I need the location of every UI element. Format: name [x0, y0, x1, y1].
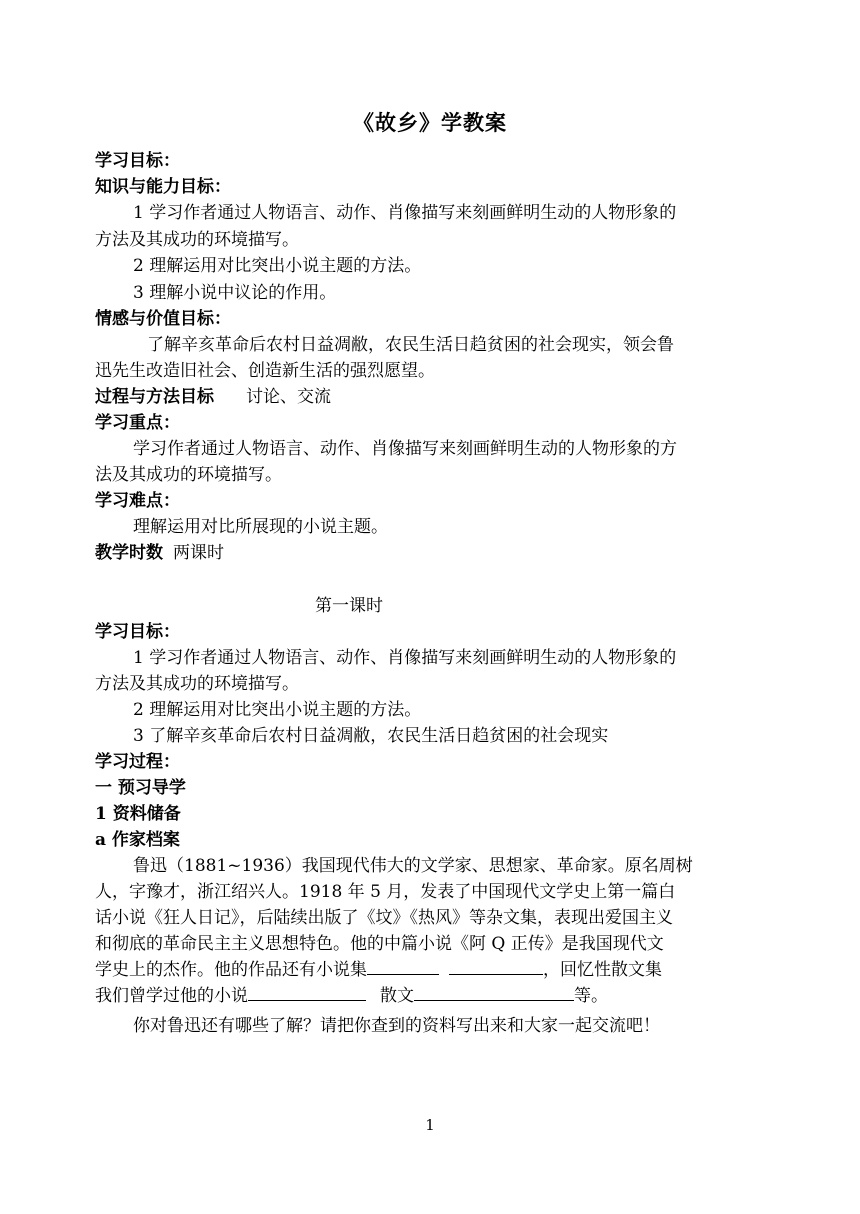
material-reserve-heading: 1 资料储备 [95, 804, 181, 824]
emotion-goal-line-1: 了解辛亥革命后农村日益凋敝，农民生活日趋贫困的社会现实，领会鲁 [147, 335, 674, 355]
author-paragraph-line-6 [95, 983, 767, 1009]
key-point-line-1: 学习作者通过人物语言、动作、肖像描写来刻画鲜明生动的人物形象的方 [133, 439, 677, 459]
line-6-tail: 等。 [574, 986, 608, 1006]
lesson-goal-3: 3 了解辛亥革命后农村日益凋敝，农民生活日趋贫困的社会现实 [133, 726, 609, 746]
process-method-text: 讨论、交流 [246, 387, 331, 407]
difficulty-text: 理解运用对比所展现的小说主题。 [133, 517, 388, 537]
novels-studied-text: 我们曾学过他的小说 [95, 986, 248, 1006]
part-one-heading: 一 预习导学 [95, 778, 186, 798]
teaching-hours-row [95, 540, 767, 566]
process-method-row [95, 384, 767, 410]
author-profile-heading: a 作家档案 [95, 830, 180, 850]
difficulty-heading: 学习难点： [95, 491, 180, 511]
lesson-goal-2: 2 理解运用对比突出小说主题的方法。 [133, 700, 422, 720]
novel-collection-blank-2[interactable] [449, 957, 543, 975]
lesson-one-heading: 第一课时 [315, 596, 383, 616]
knowledge-goal-1-line-2: 方法及其成功的环境描写。 [95, 230, 299, 250]
teaching-hours-text: 两课时 [173, 543, 224, 563]
author-paragraph-line-2: 人，字豫才，浙江绍兴人。1918 年 5 月，发表了中国现代文学史上第一篇白 [95, 882, 676, 902]
knowledge-goal-1-line-1: 1 学习作者通过人物语言、动作、肖像描写来刻画鲜明生动的人物形象的 [133, 203, 677, 223]
knowledge-goal-2: 2 理解运用对比突出小说主题的方法。 [133, 256, 422, 276]
document-title: 《故乡》学教案 [353, 110, 507, 135]
knowledge-ability-heading: 知识与能力目标： [95, 177, 231, 197]
lesson-goal-1-line-1: 1 学习作者通过人物语言、动作、肖像描写来刻画鲜明生动的人物形象的 [133, 648, 677, 668]
teaching-hours-heading: 教学时数 [95, 543, 163, 563]
discussion-prompt: 你对鲁迅还有哪些了解？请把你查到的资料写出来和大家一起交流吧！ [133, 1016, 660, 1036]
author-paragraph-line-1: 鲁迅（1881~1936）我国现代伟大的文学家、思想家、革命家。原名周树 [133, 856, 693, 876]
prose-studied-blank[interactable] [414, 983, 574, 1001]
process-method-heading: 过程与方法目标 [95, 387, 214, 407]
learning-process-heading: 学习过程： [95, 752, 180, 772]
prose-label: 散文 [380, 986, 414, 1006]
novel-studied-blank[interactable] [248, 983, 366, 1001]
emotion-value-heading: 情感与价值目标： [95, 309, 231, 329]
goal-heading: 学习目标： [95, 151, 180, 171]
author-paragraph-line-3: 话小说《狂人日记》，后陆续出版了《坟》《热风》等杂文集，表现出爱国主义 [95, 908, 673, 928]
author-paragraph-line-5 [95, 957, 767, 983]
author-paragraph-line-4: 和彻底的革命民主主义思想特色。他的中篇小说《阿 Q 正传》是我国现代文 [95, 934, 664, 954]
key-point-heading: 学习重点： [95, 413, 180, 433]
author-paragraph-line-5-text: 学史上的杰作。他的作品还有小说集 [95, 960, 367, 980]
author-paragraph-line-5-tail: ，回忆性散文集 [543, 960, 662, 980]
page-number: 1 [425, 1116, 435, 1134]
lesson-goal-1-line-2: 方法及其成功的环境描写。 [95, 674, 299, 694]
lesson-goal-heading: 学习目标： [95, 622, 180, 642]
key-point-line-2: 法及其成功的环境描写。 [95, 465, 282, 485]
emotion-goal-line-2: 迅先生改造旧社会、创造新生活的强烈愿望。 [95, 361, 435, 381]
knowledge-goal-3: 3 理解小说中议论的作用。 [133, 283, 337, 303]
novel-collection-blank-1[interactable] [367, 957, 439, 975]
